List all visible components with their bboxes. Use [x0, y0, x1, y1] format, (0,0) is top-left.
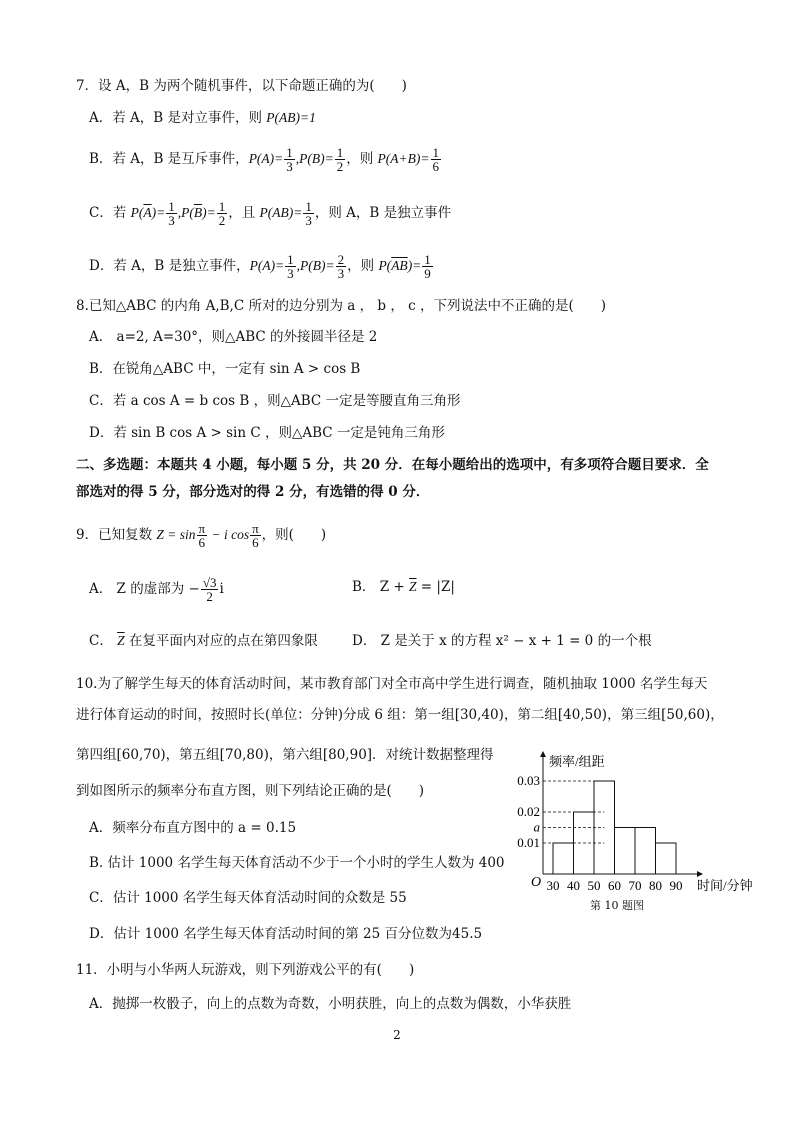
q7-d-frac1: $\frac{1}{3}$	[287, 252, 294, 281]
q10-option-b: B. 估计 1000 名学生每天体育活动不少于一个小时的学生人数为 400	[89, 855, 505, 871]
q10-stem-line3: 第四组[60,70)，第五组[70,80)，第六组[80,90]．对统计数据整理得	[76, 747, 494, 763]
q9-stem: 9．已知复数 Z = sin $\frac{\pi}{6}$ − i cos $\frac{\pi}{6}$ ，则( )	[76, 521, 327, 550]
q8-option-a: A． a=2, A=30°，则△ABC 的外接圆半径是 2	[89, 329, 378, 345]
q8-option-c: C．若 a cos A = b cos B ，则△ABC 一定是等腰直角三角形	[89, 393, 461, 409]
x-tick-label: 40	[567, 878, 580, 893]
page-number: 2	[393, 1028, 401, 1042]
q7-option-b: B．若 A，B 是互斥事件，P(A)= $\frac{1}{3}$ ,P(B)= $\frac{1}{2}$ ，则 P(A+B)= $\frac{1}{6}$	[89, 145, 439, 174]
q7-b-frac1: $\frac{1}{3}$	[286, 145, 293, 174]
y-tick-label: 0.01	[517, 835, 540, 850]
q10-option-d: D．估计 1000 名学生每天体育活动时间的第 25 百分位数为45.5	[89, 926, 483, 942]
histogram-bar	[656, 843, 677, 874]
q7-d-frac3: $\frac{1}{9}$	[424, 252, 431, 281]
q7-c-text: C．若	[89, 205, 131, 221]
section2-heading-line1: 二、多选题：本题共 4 小题，每小题 5 分，共 20 分．在每小题给出的选项中，有多项符合题目要求．全	[76, 457, 709, 473]
q10-stem-line2: 进行体育运动的时间，按照时长(单位：分钟)分成 6 组：第一组[30,40)，第二组[40,50)，第三组[50,60)，	[76, 707, 724, 723]
y-tick-label: 0.03	[517, 773, 540, 788]
q7-c-frac1: $\frac{1}{3}$	[168, 199, 175, 228]
q7-d-text: D．若 A，B 是独立事件，	[89, 258, 250, 274]
q10-figure-caption: 第 10 题图	[590, 899, 644, 912]
x-tick-label: 70	[628, 878, 642, 893]
q7-b-pb: ,P(B)=	[295, 151, 334, 166]
x-tick-label: 50	[587, 878, 601, 893]
q7-b-frac2: $\frac{1}{2}$	[336, 145, 344, 174]
q7-stem: 7．设 A，B 为两个随机事件，以下命题正确的为( )	[76, 78, 407, 94]
x-tick-label: 80	[649, 878, 662, 893]
q9-frac-pi6-b: $\frac{\pi}{6}$	[252, 521, 259, 550]
x-axis-label: 时间/分钟	[697, 878, 753, 893]
q8-option-d: D．若 sin B cos A > sin C ，则△ABC 一定是钝角三角形	[89, 425, 445, 441]
q9-a-frac: $\frac{√3}{2}$	[202, 575, 217, 604]
q7-d-frac2: $\frac{2}{3}$	[337, 252, 345, 281]
q10-option-a: A．频率分布直方图中的 a = 0.15	[89, 820, 297, 836]
histogram-bar	[615, 828, 636, 875]
q8-stem: 8.已知△ABC 的内角 A,B,C 所对的边分别为 a ， b ， c ，下列说法中不正确的是( )	[76, 298, 606, 314]
origin-label: O	[531, 875, 542, 890]
q10-stem-line1: 10.为了解学生每天的体育活动时间，某市教育部门对全市高中学生进行调查，随机抽取 1000 名学生每天	[76, 676, 708, 692]
histogram-bar	[553, 843, 574, 874]
x-axis-arrow	[697, 871, 703, 877]
q7-a-expr: P(AB)=1	[266, 110, 316, 125]
x-tick-label: 90	[669, 878, 683, 893]
y-axis-arrow	[540, 751, 546, 757]
y-axis-label: 频率/组距	[549, 754, 605, 769]
q9-option-d: D． Z 是关于 x 的方程 x² − x + 1 = 0 的一个根	[352, 633, 652, 649]
y-tick-label: 0.02	[517, 804, 540, 819]
q9-option-a: A． Z 的虚部为 − $\frac{√3}{2}$ i	[89, 575, 224, 604]
q10-stem-line4: 到如图所示的频率分布直方图，则下列结论正确的是( )	[76, 783, 425, 799]
q7-option-c: C．若 $P(\overline{A})=$ $\frac{1}{3}$ $,P(\overline{B})=$ $\frac{1}{2}$ ，且 P(AB)= $\frac{1}{3}$ ，则 A，B 是独立事件	[89, 199, 452, 228]
q7-b-pa: P(A)=	[248, 151, 284, 166]
section2-heading-line2: 部选对的得 5 分，部分选对的得 2 分，有选错的得 0 分．	[76, 484, 430, 500]
frequency-histogram	[505, 742, 775, 918]
q7-a-text: A．若 A，B 是对立事件，则	[89, 110, 267, 126]
q10-option-c: C．估计 1000 名学生每天体育活动时间的众数是 55	[89, 890, 407, 906]
q7-option-a	[89, 108, 316, 128]
q7-b-pab: P(A+B)=	[377, 151, 430, 166]
q11-option-a: A．抛掷一枚骰子，向上的点数为奇数，小明获胜，向上的点数为偶数，小华获胜	[89, 996, 572, 1012]
y-tick-label: a	[533, 819, 540, 835]
histogram-bar	[635, 828, 656, 875]
q8-option-b: B．在锐角△ABC 中，一定有 sin A > cos B	[89, 361, 361, 377]
q11-stem: 11．小明与小华两人玩游戏，则下列游戏公平的有( )	[76, 962, 415, 978]
q7-c-frac3: $\frac{1}{3}$	[305, 199, 312, 228]
x-tick-label: 60	[608, 878, 621, 893]
q7-c-frac2: $\frac{1}{2}$	[218, 199, 226, 228]
q9-option-c: C． $\overline{Z}$ 在复平面内对应的点在第四象限	[89, 633, 318, 649]
q7-option-d: D．若 A，B 是独立事件，P(A)= $\frac{1}{3}$ ,P(B)= $\frac{2}{3}$ ，则 $P(\overline{AB})=$ $\frac{1}{9}$	[89, 252, 431, 281]
q7-b-frac3: $\frac{1}{6}$	[432, 145, 439, 174]
x-tick-label: 30	[546, 878, 560, 893]
q9-option-b: B． $Z + \overline{Z} = |Z|$	[352, 579, 455, 595]
q7-b-text: B．若 A，B 是互斥事件，	[89, 151, 249, 167]
q9-frac-pi6-a: $\frac{\pi}{6}$	[198, 521, 206, 550]
